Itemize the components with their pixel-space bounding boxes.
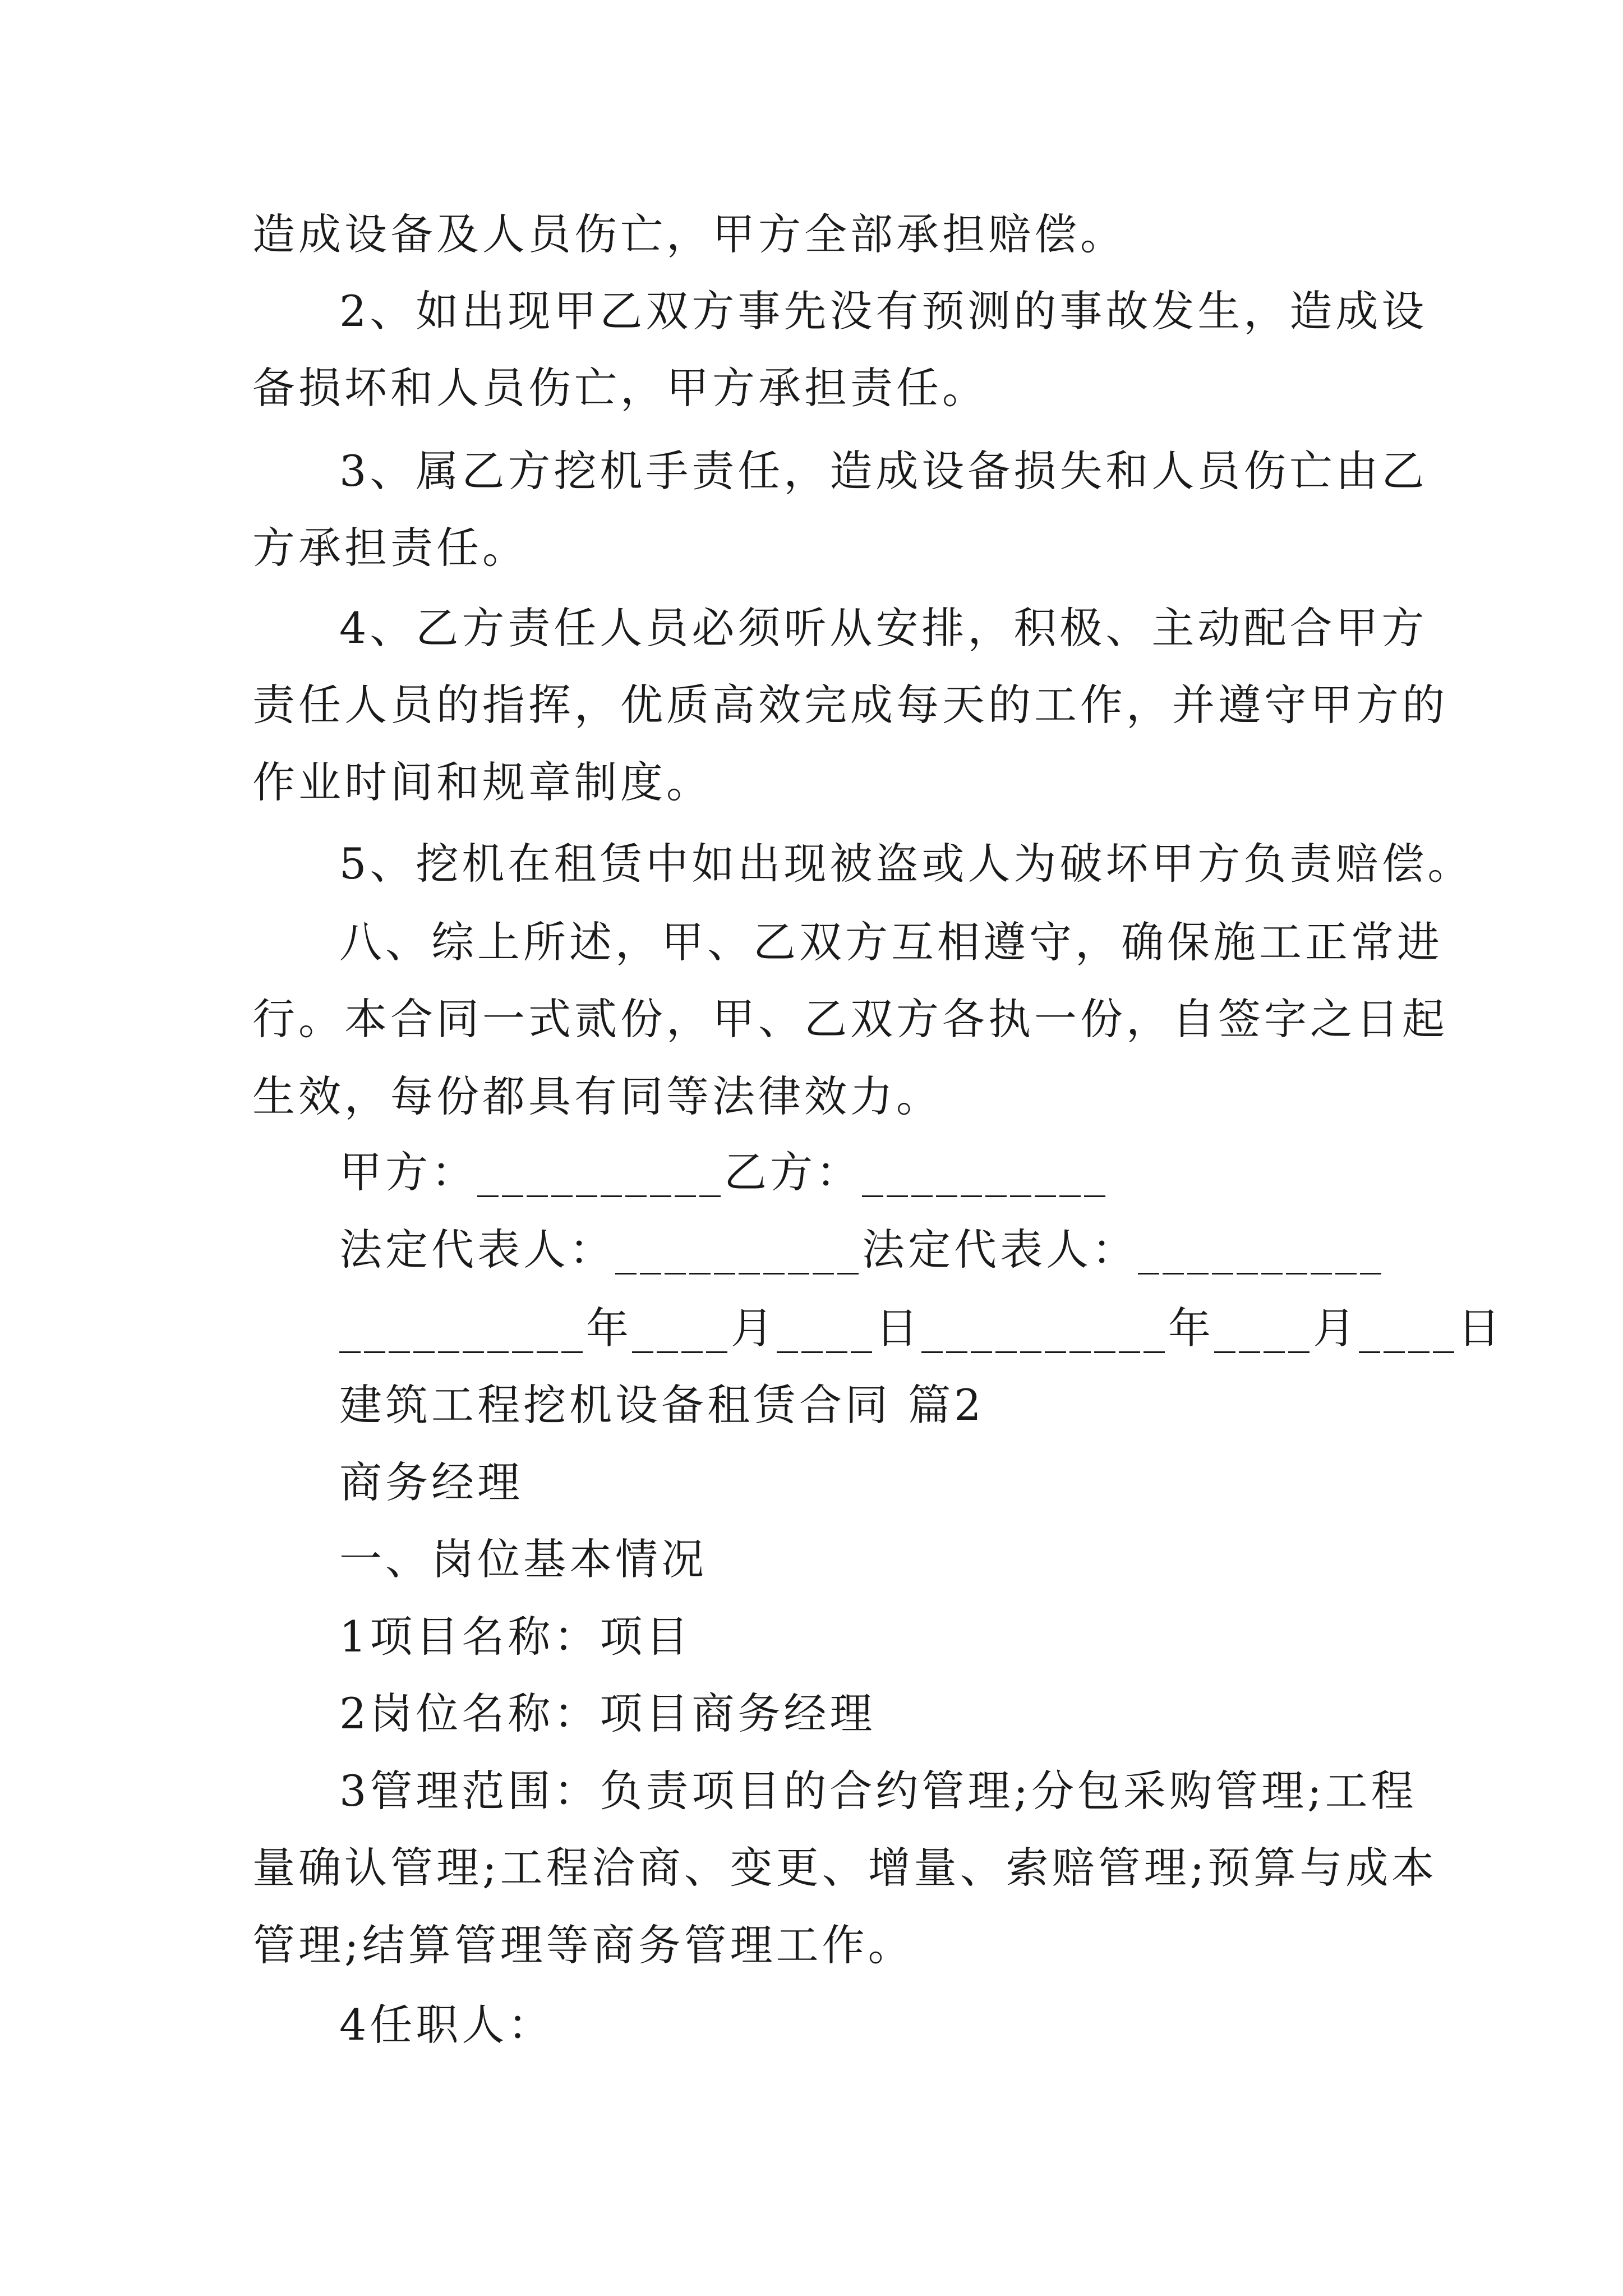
text-line: 造成设备及人员伤亡，甲方全部承担赔偿。 <box>252 209 1126 259</box>
role-title: 商务经理 <box>339 1457 523 1507</box>
section-heading: 建筑工程挖机设备租赁合同 篇2 <box>339 1380 985 1430</box>
text-line: 责任人员的指挥，优质高效完成每天的工作，并遵守甲方的 <box>252 680 1448 730</box>
text-line: 备损坏和人员伤亡，甲方承担责任。 <box>252 363 988 413</box>
text-line: 4任职人： <box>339 2000 554 2050</box>
signature-party-line: 甲方：__________乙方：__________ <box>339 1147 1109 1197</box>
signature-date-line: __________年____月____日__________年____月____日 <box>339 1303 1504 1353</box>
text-line: 作业时间和规章制度。 <box>252 757 712 807</box>
text-line: 3管理范围：负责项目的合约管理;分包采购管理;工程 <box>339 1766 1417 1816</box>
text-line: 2岗位名称：项目商务经理 <box>339 1688 876 1738</box>
text-line: 生效，每份都具有同等法律效力。 <box>252 1071 942 1121</box>
text-line: 2、如出现甲乙双方事先没有预测的事故发生，造成设 <box>339 286 1428 336</box>
text-line: 八、综上所述，甲、乙双方互相遵守，确保施工正常进 <box>339 917 1443 967</box>
text-line: 3、属乙方挖机手责任，造成设备损失和人员伤亡由乙 <box>339 446 1428 496</box>
text-line: 方承担责任。 <box>252 523 528 573</box>
text-line: 管理;结算管理等商务管理工作。 <box>252 1920 914 1970</box>
subsection-heading: 一、岗位基本情况 <box>339 1534 707 1584</box>
text-line: 量确认管理;工程洽商、变更、增量、索赔管理;预算与成本 <box>252 1843 1438 1893</box>
text-line: 5、挖机在租赁中如出现被盗或人为破坏甲方负责赔偿。 <box>339 839 1474 889</box>
text-line: 1项目名称：项目 <box>339 1612 692 1662</box>
signature-representative-line: 法定代表人：__________法定代表人：__________ <box>339 1225 1385 1274</box>
text-line: 行。本合同一式贰份，甲、乙双方各执一份，自签字之日起 <box>252 994 1448 1044</box>
text-line: 4、乙方责任人员必须听从安排，积极、主动配合甲方 <box>339 603 1428 653</box>
